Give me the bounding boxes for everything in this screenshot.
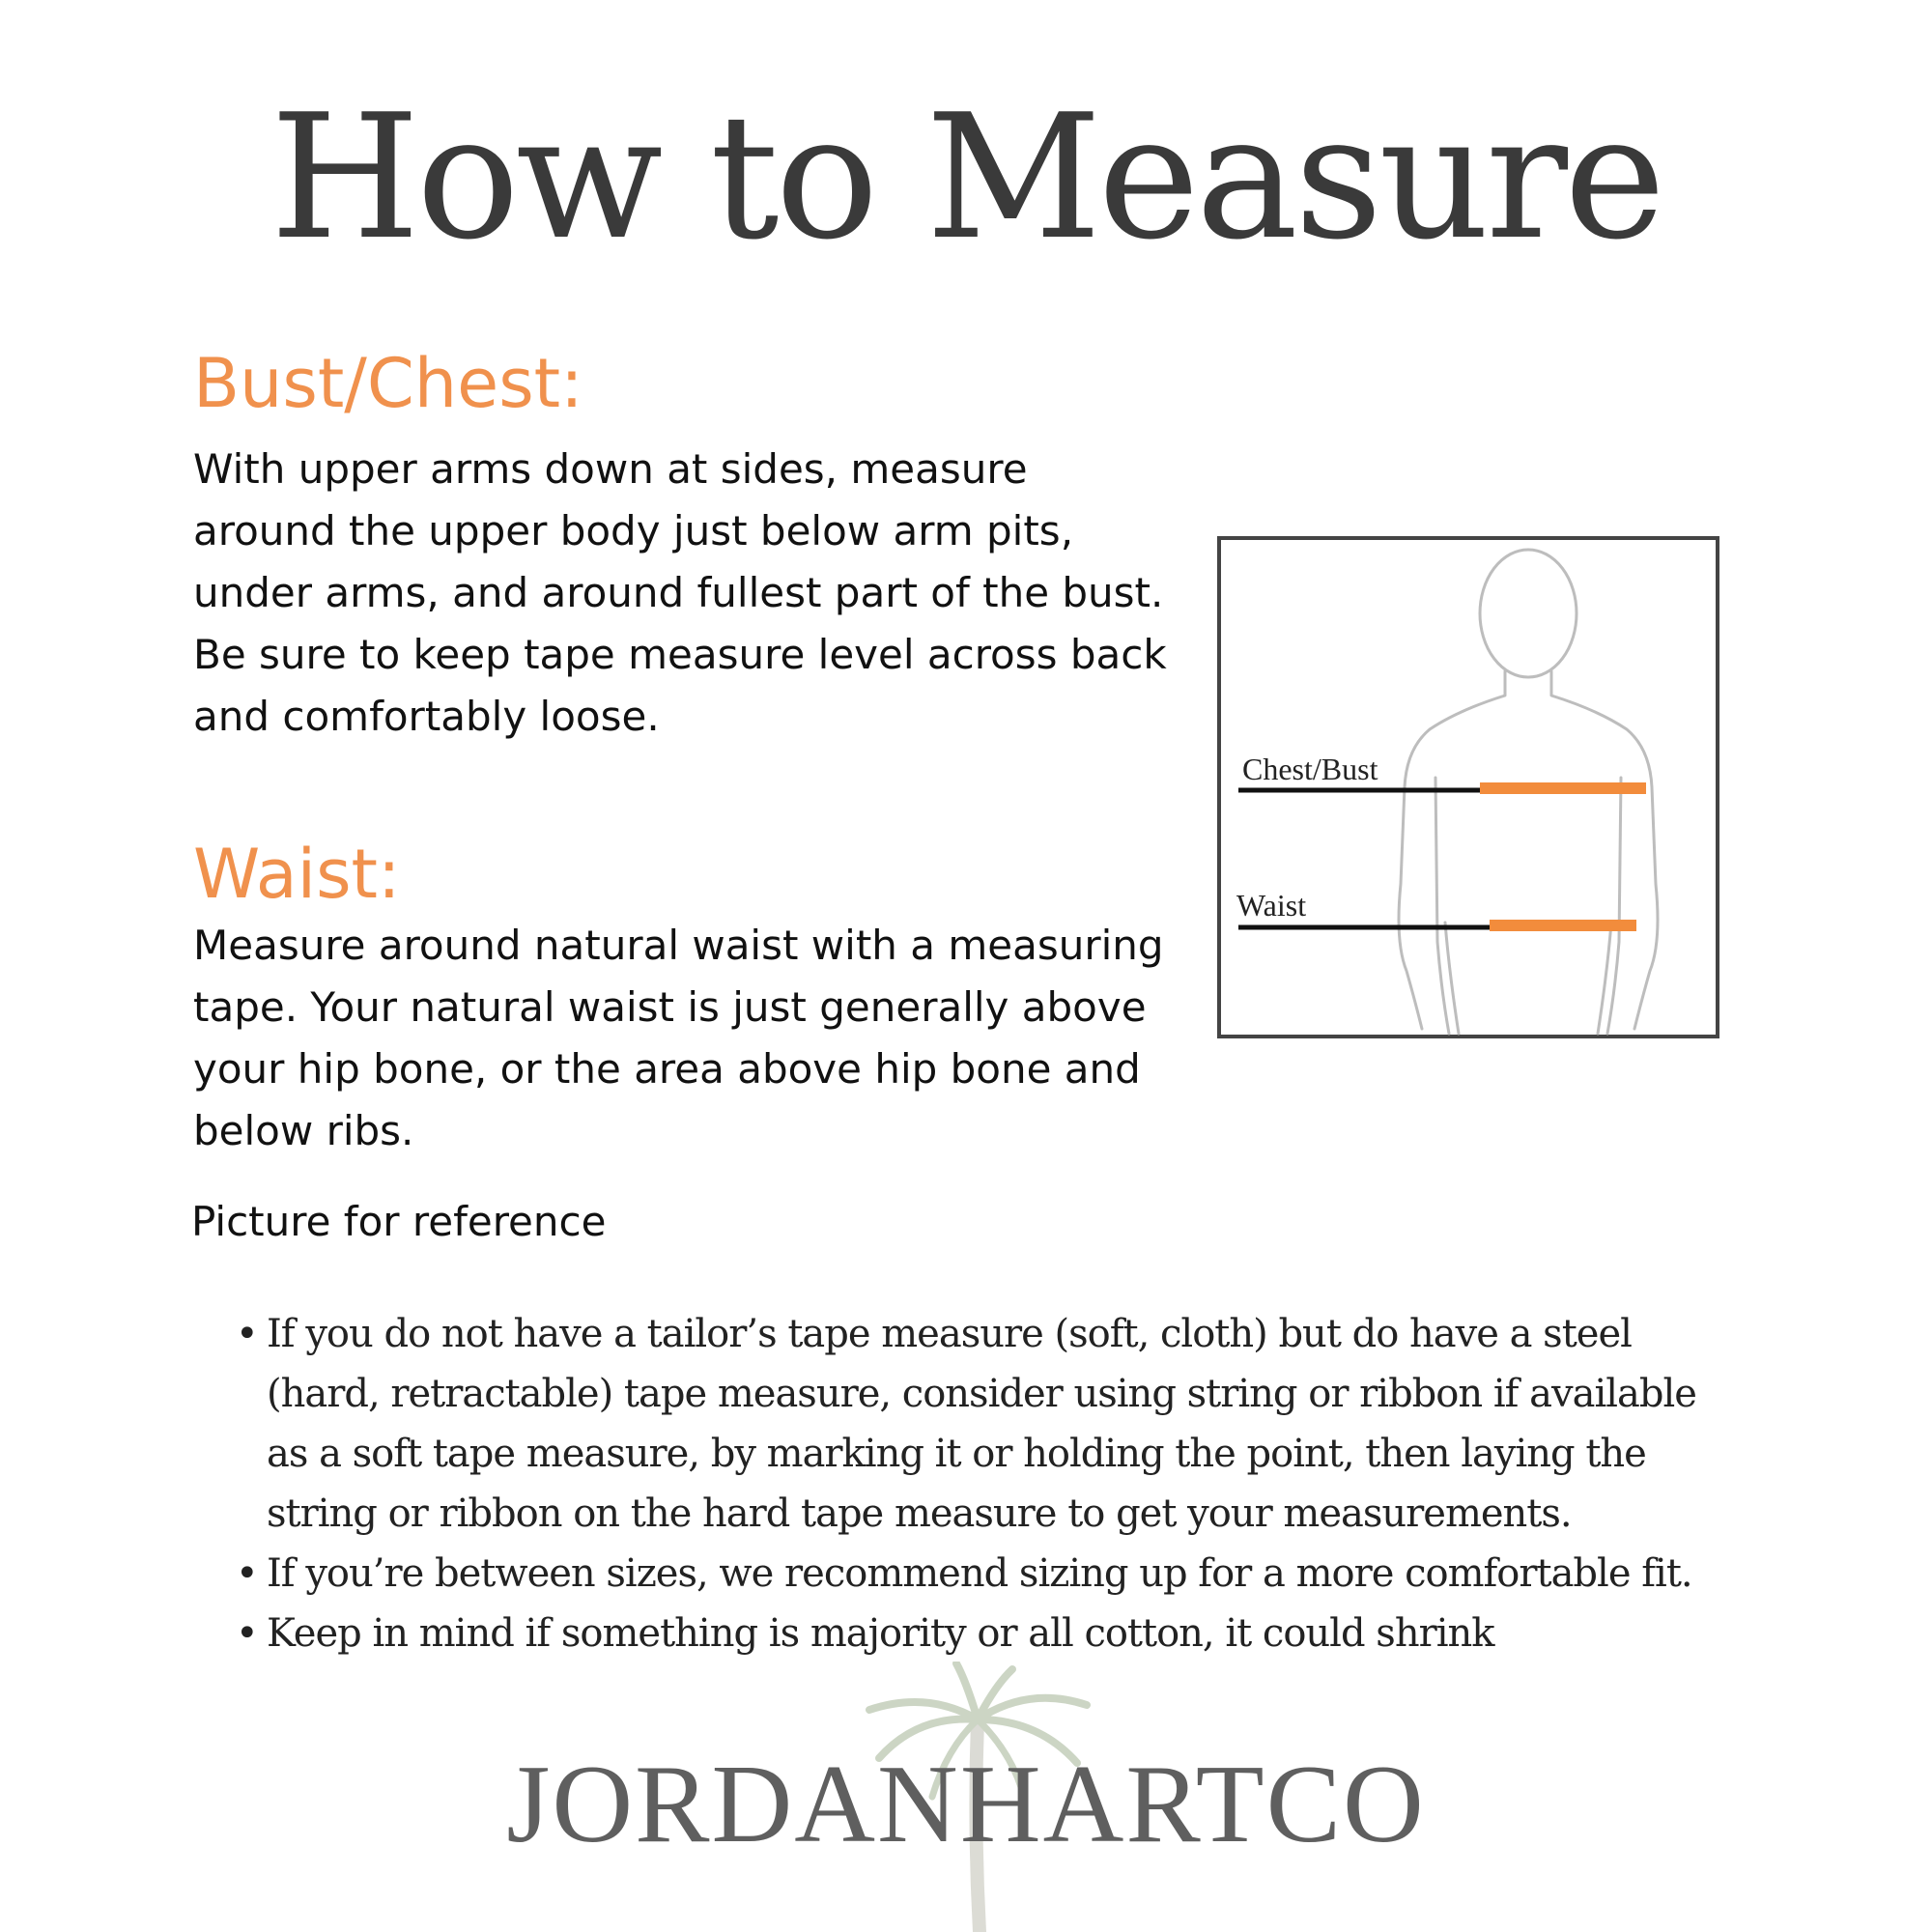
body-measurement-diagram: [1217, 536, 1719, 1038]
chest-label: Chest/Bust: [1242, 752, 1378, 786]
waist-tape-mark: [1490, 920, 1636, 931]
bust-instructions: With upper arms down at sides, measure around the upper body just below arm pits, under arms, and around fullest part of the bust. Be sure to keep tape measure level across back and comfortably loose.: [193, 445, 1167, 740]
tip-text: If you’re between sizes, we recommend sizing up for a more comfortable fit.: [267, 1551, 1692, 1596]
bust-heading: Bust/Chest:: [193, 344, 583, 423]
bullet-icon: •: [236, 1312, 258, 1356]
brand-logo: [0, 1662, 1932, 1932]
tips-list: [232, 1304, 1739, 1663]
list-item: [232, 1544, 1739, 1604]
tip-text: Keep in mind if something is majority or all cotton, it could shrink: [267, 1611, 1494, 1656]
chest-tape-mark: [1480, 782, 1646, 794]
waist-label: Waist: [1236, 888, 1307, 923]
reference-caption: Picture for reference: [191, 1198, 607, 1245]
tip-text: If you do not have a tailor’s tape measure (soft, cloth) but do have a steel (hard, retractable) tape measure, consider using string or ribbon if available as a soft tape measure, by marking it or holding the point, then laying the string or ribbon on the hard tape measure to get your measurements.: [267, 1312, 1696, 1536]
bullet-icon: •: [236, 1611, 258, 1656]
list-item: [232, 1604, 1739, 1663]
list-item: [232, 1304, 1739, 1544]
waist-instructions: Measure around natural waist with a measuring tape. Your natural waist is just generally above your hip bone, or the area above hip bone and below ribs.: [193, 922, 1164, 1154]
brand-wordmark: JORDANHARTCO: [506, 1743, 1426, 1866]
page-title: How to Measure: [270, 77, 1662, 277]
waist-heading: Waist:: [193, 835, 401, 914]
bullet-icon: •: [236, 1551, 258, 1596]
